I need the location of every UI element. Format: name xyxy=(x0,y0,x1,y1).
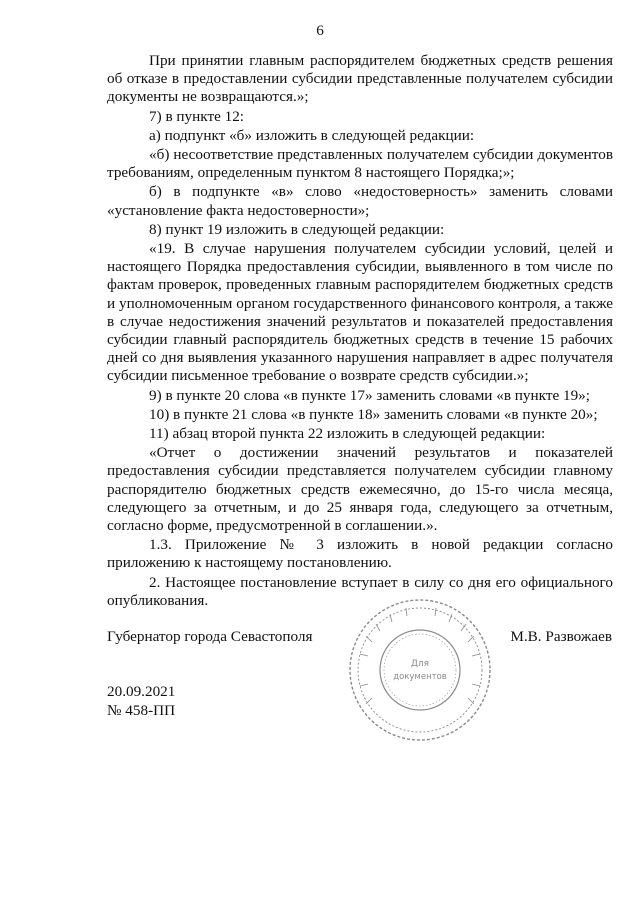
paragraph: 2. Настоящее постановление вступает в силу со дня его официального опубликования. xyxy=(107,573,613,609)
paragraph: 9) в пункте 20 слова «в пункте 17» заменить словами «в пункте 19»; xyxy=(149,386,591,404)
document-date: 20.09.2021 xyxy=(107,683,176,700)
paragraph: 1.3. Приложение № 3 изложить в новой редакции согласно приложению к настоящему постановлению. xyxy=(107,536,613,572)
paragraph: 8) пункт 19 изложить в следующей редакции: xyxy=(149,220,445,238)
document-number: № 458-ПП xyxy=(107,702,176,719)
paragraph: а) подпункт «б» изложить в следующей редакции: xyxy=(149,126,475,144)
paragraph: 7) в пункте 12: xyxy=(149,107,245,125)
document-body xyxy=(107,52,613,611)
page-number: 6 xyxy=(316,22,324,39)
stamp-text-line1: Для xyxy=(410,659,430,669)
paragraph: б) в подпункте «в» слово «недостоверность» заменить словами «установление факта недостоверности»; xyxy=(107,183,613,219)
paragraph: «Отчет о достижении значений результатов и показателей предоставления субсидии представляется получателем субсидии главному распорядителю бюджетных средств ежемесячно, до 15-го числа месяца, следующего за отчетным, и до 25 января года, следующего за отчетным, согласно форме, предусмотренной в соглашении.». xyxy=(107,444,613,535)
paragraph: «19. В случае нарушения получателем субсидии условий, целей и настоящего Порядка предоставления субсидии, выявленного в том числе по фактам проверок, проведенных главным распорядителем бюджетных средств и уполномоченным органом государственного финансового контроля, а также в случае недостижения значений результатов и показателей предоставления субсидии главный распорядитель бюджетных средств в течение 15 рабочих дней со дня выявления указанного нарушения направляет в адрес получателя субсидии письменное требование о возврате средств субсидии.»; xyxy=(107,240,613,385)
signatory-name: М.В. Развожаев xyxy=(510,628,612,645)
signatory-title: Губернатор города Севастополя xyxy=(107,628,313,645)
stamp-text-line2: документов xyxy=(393,672,447,682)
paragraph: «б) несоответствие представленных получателем субсидии документов требованиям, определенным пунктом 8 настоящего Порядка;»; xyxy=(107,146,613,182)
paragraph: 10) в пункте 21 слова «в пункте 18» заменить словами «в пункте 20»; xyxy=(149,405,598,423)
official-seal xyxy=(346,596,494,744)
paragraph: При принятии главным распорядителем бюджетных средств решения об отказе в предоставлении субсидии представленные получателем субсидии документы не возвращаются.»; xyxy=(107,52,613,106)
paragraph: 11) абзац второй пункта 22 изложить в следующей редакции: xyxy=(149,425,546,443)
